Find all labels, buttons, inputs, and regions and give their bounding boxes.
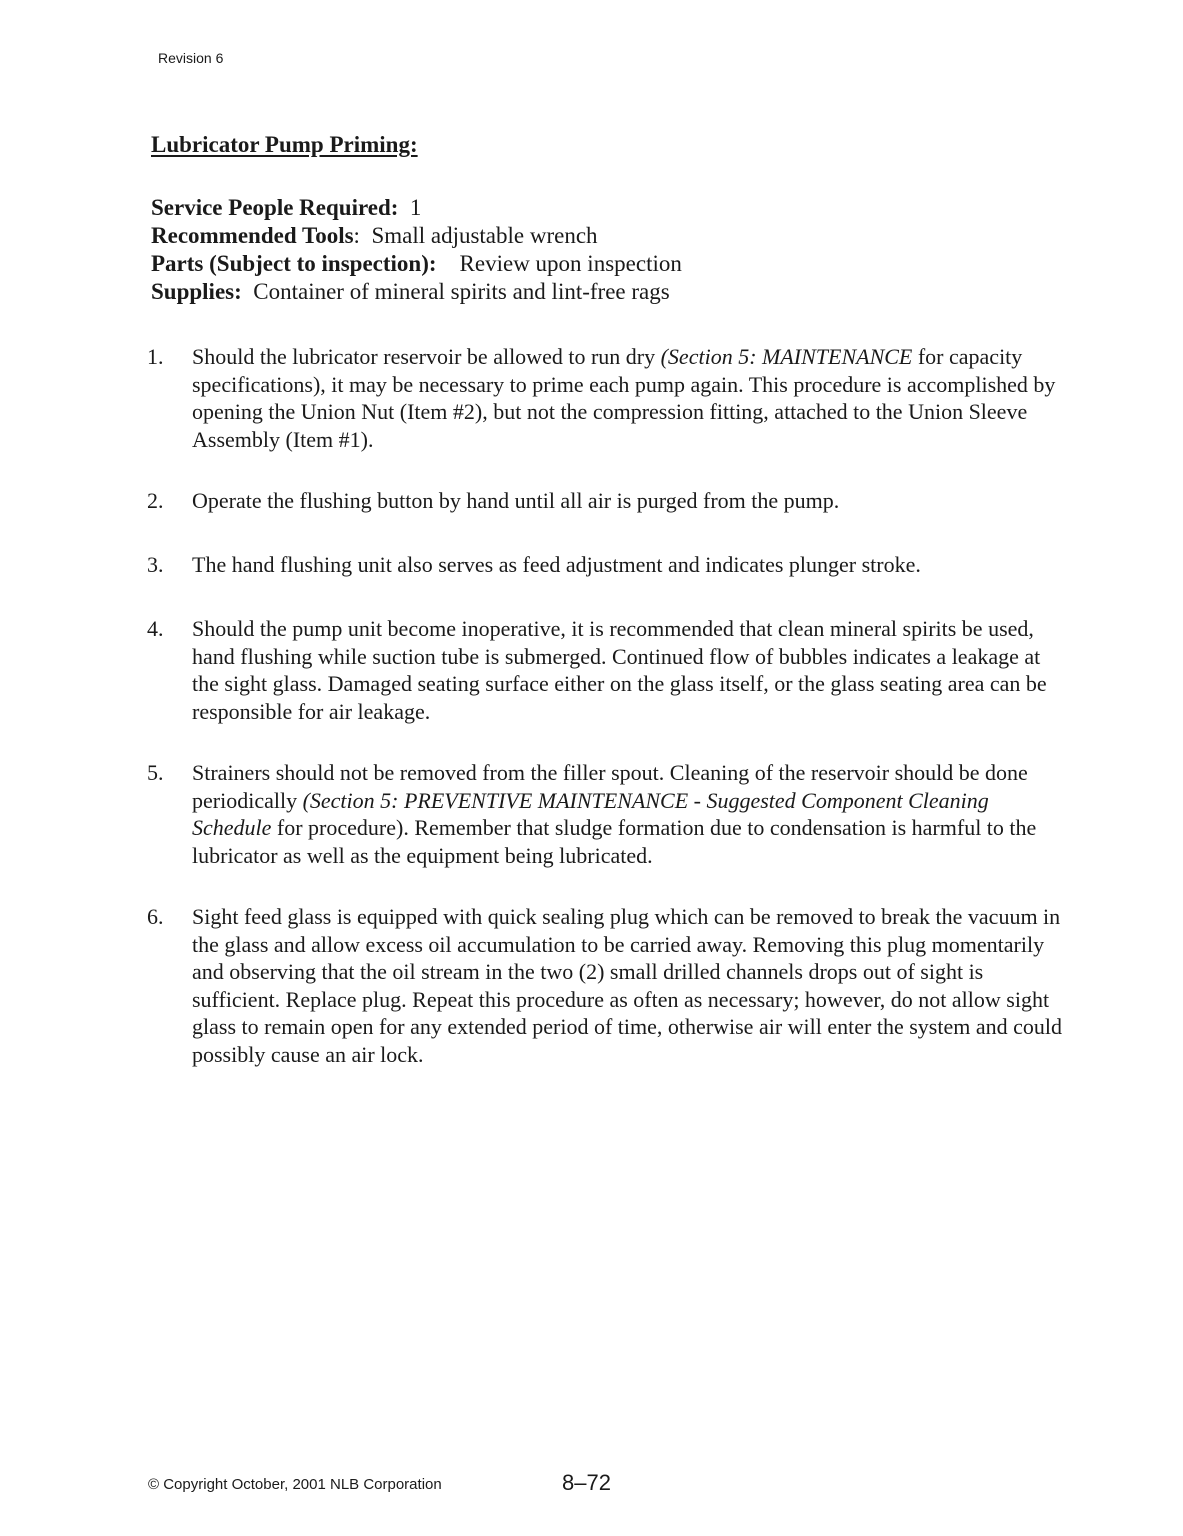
supplies-label: Supplies: bbox=[151, 279, 242, 304]
step-number: 4. bbox=[147, 616, 164, 641]
service-people-line bbox=[151, 194, 682, 222]
step-number: 2. bbox=[147, 488, 164, 513]
step-1-section-reference: (Section 5: MAINTENANCE bbox=[660, 344, 913, 369]
step-text: Sight feed glass is equipped with quick sealing plug which can be removed to break the vacuum in the glass and allow excess oil accumulation to be carried away. Removing this plug momentarily and observing that the oil stream in the two (2) small drilled channels drops out of sight is sufficient. Replace plug. Repeat this procedure as often as necessary; however, do not allow sight glass to remain open for any extended period of time, otherwise air will enter the system and could possibly cause an air lock. bbox=[192, 904, 1062, 1067]
step-number: 6. bbox=[147, 904, 164, 929]
supplies-value: Container of mineral spirits and lint-free rags bbox=[253, 279, 670, 304]
service-people-value: 1 bbox=[409, 195, 422, 220]
step-5-section-reference: (Section 5: PREVENTIVE MAINTENANCE - Suggested Component Cleaning Schedule bbox=[192, 787, 989, 840]
parts-value: Review upon inspection bbox=[459, 251, 682, 276]
step-1-text-b: for capacity specifications), it may be necessary to prime each pump again. This procedure is accomplished by opening the Union Nut (Item #2), but not the compression fitting, attached to the Union Sleeve Assembly (Item #1). bbox=[192, 344, 1056, 452]
procedure-step-2 bbox=[147, 487, 1067, 515]
requirements-block bbox=[151, 194, 682, 306]
procedure-step-1 bbox=[147, 343, 1067, 453]
step-text: Should the pump unit become inoperative, it is recommended that clean mineral spirits be used, hand flushing while suction tube is submerged. Continued flow of bubbles indicates a leakage at the sight glass. Damaged seating surface either on the glass itself, or the glass seating area can be responsible for air leakage. bbox=[192, 616, 1047, 724]
step-number: 3. bbox=[147, 552, 164, 577]
procedure-step-3 bbox=[147, 551, 1067, 579]
service-people-label: Service People Required: bbox=[151, 195, 399, 220]
step-text bbox=[192, 343, 1067, 453]
tools-line: Recommended Tools: Small adjustable wrench bbox=[151, 223, 598, 248]
parts-label: Parts (Subject to inspection): bbox=[151, 251, 437, 276]
procedure-step-6 bbox=[147, 903, 1067, 1068]
step-5-text-b: for procedure). Remember that sludge formation due to condensation is harmful to the lubricator as well as the equipment being lubricated. bbox=[192, 815, 1037, 868]
supplies-line bbox=[151, 278, 682, 306]
step-1-text-a: Should the lubricator reservoir be allowed to run dry bbox=[192, 344, 656, 369]
step-number: 5. bbox=[147, 760, 164, 785]
tools-label: Recommended Tools bbox=[151, 223, 354, 248]
page-title: Lubricator Pump Priming: bbox=[151, 132, 418, 157]
procedure-step-4 bbox=[147, 615, 1067, 725]
copyright-notice: © Copyright October, 2001 NLB Corporation bbox=[148, 1476, 442, 1493]
step-text: Operate the flushing button by hand until all air is purged from the pump. bbox=[192, 488, 840, 513]
tools-value: Small adjustable wrench bbox=[371, 223, 598, 248]
step-5-text-a: Strainers should not be removed from the filler spout. Cleaning of the reservoir should be done periodically bbox=[192, 760, 1028, 813]
procedure-step-5 bbox=[147, 759, 1067, 869]
step-text: The hand flushing unit also serves as feed adjustment and indicates plunger stroke. bbox=[192, 552, 921, 577]
parts-line bbox=[151, 250, 682, 278]
revision-label: Revision 6 bbox=[158, 50, 224, 66]
page-number: 8–72 bbox=[562, 1470, 611, 1495]
step-text bbox=[192, 759, 1067, 869]
step-number: 1. bbox=[147, 344, 164, 369]
